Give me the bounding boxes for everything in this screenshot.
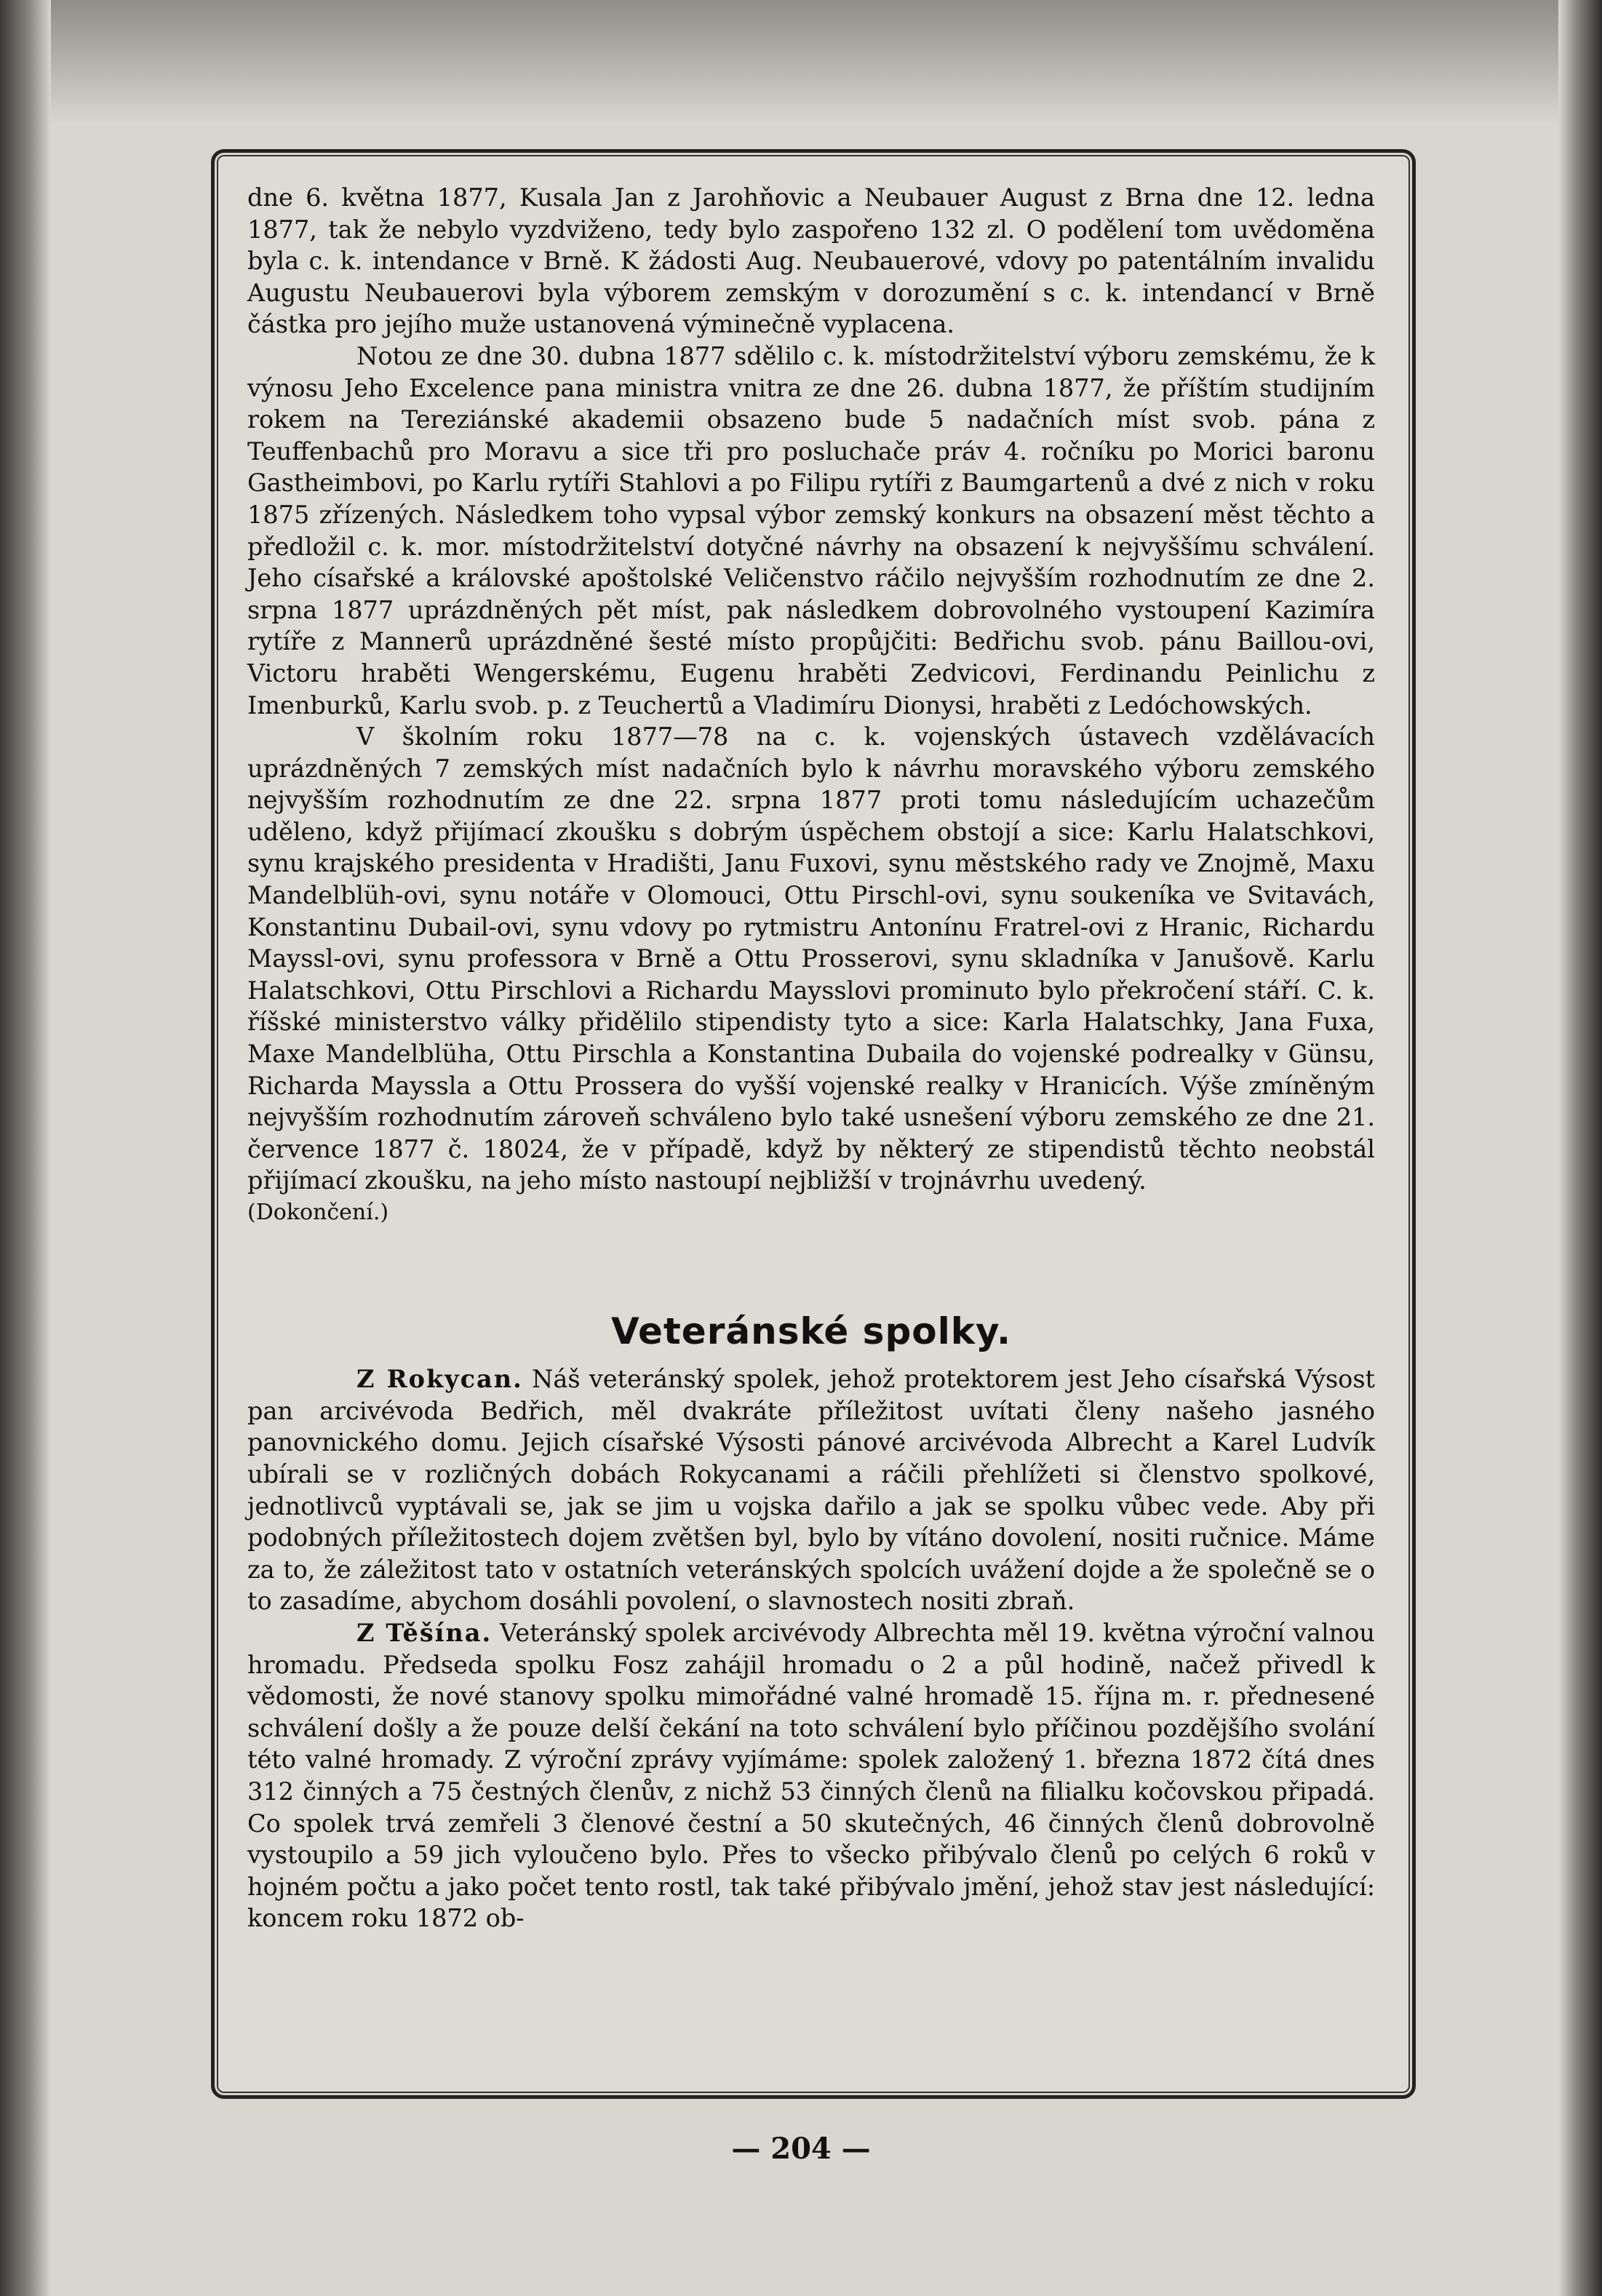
closing-note: (Dokončení.) [247,1200,389,1225]
place-name: Z Těšína. [356,1618,493,1647]
scan-edge-top [0,0,1602,124]
scan-edge-right [1558,0,1602,2296]
paragraph-text: Veteránský spolek arcivévody Albrechta měl 19. května výroční valnou hromadu. Předseda spolku Fosz zahájil hromadu o 2 a půl hodině, načež přivedl k vědomosti, že nové stanovy spolku mimořádné valné hromadě 15. října m. r. přednesené schválení došly a že pouze delší čekání na toto schválení bylo příčinou pozdějšího svolání této valné hromady. Z výroční zprávy vyjímáme: spolek založený 1. března 1872 čítá dnes 312 činných a 75 čestných členův, z nichž 53 činných členů na filialku kočovskou připadá. Co spolek trvá zemřeli 3 členové čestní a 50 skutečných, 46 činných členů dobrovolně vystoupilo a 59 jich vyloučeno bylo. Přes to všecko přibývalo členů po celých 6 roků v hojném počtu a jako počet tento rostl, tak také přibývalo jmění, jehož stav jest následující: koncem roku 1872 ob- [247,1618,1375,1933]
paragraph-tesin [247,1617,1375,1934]
paragraph-rokycany [247,1363,1375,1617]
page-content [247,182,1375,1934]
scan-edge-left [0,0,51,2296]
paragraph-text: Náš veteránský spolek, jehož protektorem jest Jeho císařská Výsost pan arcivévoda Bedřich, měl dvakráte příležitost uvítati členy našeho jasného panovnického domu. Jejich císařské Výsosti pánové arcivévoda Albrecht a Karel Ludvík ubírali se v rozličných dobách Rokycanami a ráčili přehlížeti si členstvo spolkové, jednotlivců vyptávali se, jak se jim u vojska dařilo a jak se spolku vůbec vede. Aby při podobných příležitostech dojem zvětšen byl, bylo by vítáno dovolení, nositi ručnice. Máme za to, že záležitost tato v ostatních veteránských spolcích uvážení dojde a že společně se o to zasadíme, abychom dosáhli povolení, o slavnostech nositi zbraň. [247,1365,1375,1616]
page-number: — 204 — [731,2132,871,2166]
paragraph-theresian-academy: Notou ze dne 30. dubna 1877 sdělilo c. k. místodržitelství výboru zemskému, že k výnosu Jeho Excelence pana ministra vnitra ze dne 26. dubna 1877, že příštím studijním rokem na Tereziánské akademii obsazeno bude 5 nadačních míst svob. pána z Teuffenbachů pro Moravu a sice tři pro posluchače práv 4. ročníku po Morici baronu Gastheimbovi, po Karlu rytíři Stahlovi a po Filipu rytíři z Baumgartenů a dvé z nich v roku 1875 zřízených. Následkem toho vypsal výbor zemský konkurs na obsazení měst těchto a předložil c. k. mor. místodržitelství dotyčné návrhy na obsazení k nejvyššímu schválení. Jeho císařské a královské apoštolské Veličenstvo ráčilo nejvyšším rozhodnutím ze dne 2. srpna 1877 uprázdněných pět míst, pak následkem dobrovolného vystoupení Kazimíra rytíře z Mannerů uprázdněné šesté místo propůjčiti: Bedřichu svob. pánu Baillou-ovi, Victoru hraběti Wengerskému, Eugenu hraběti Zedvicovi, Ferdinandu Peinlichu z Imenburků, Karlu svob. p. z Teuchertů a Vladimíru Dionysi, hraběti z Ledóchowských. [247,341,1375,720]
place-name: Z Rokycan. [356,1365,523,1394]
section-heading: Veteránské spolky. [611,1310,1011,1352]
paragraph-military-institutes: V školním roku 1877—78 na c. k. vojenských ústavech vzdělávacích uprázdněných 7 zemských míst nadačních bylo k návrhu moravského výboru zemského nejvyšším rozhodnutím ze dne 22. srpna 1877 proti tomu následujícím uchazečům uděleno, když přijímací zkoušku s dobrým úspěchem obstojí a sice: Karlu Halatschkovi, synu krajského presidenta v Hradišti, Janu Fuxovi, synu městského rady ve Znojmě, Maxu Mandelblüh-ovi, synu notáře v Olomouci, Ottu Pirschl-ovi, synu soukeníka ve Svitavách, Konstantinu Dubail-ovi, synu vdovy po rytmistru Antonínu Fratrel-ovi z Hranic, Richardu Mayssl-ovi, synu professora v Brně a Ottu Prosserovi, synu skladníka v Janušově. Karlu Halatschkovi, Ottu Pirschlovi a Richardu Maysslovi prominuto bylo překročení stáří. C. k. říšské ministerstvo války přidělilo stipendisty tyto a sice: Karla Halatschky, Jana Fuxa, Maxe Mandelblüha, Ottu Pirschla a Konstantina Dubaila do vojenské podrealky v Günsu, Richarda Mayssla a Ottu Prossera do vyšší vojenské realky v Hranicích. Výše zmíněným nejvyšším rozhodnutím zároveň schváleno bylo také usnešení výboru zemského ze dne 21. července 1877 č. 18024, že v případě, když by některý ze stipendistů těchto neobstál přijímací zkoušku, na jeho místo nastoupí nejbližší v trojnávrhu uvedený. [247,722,1375,1195]
paragraph-intendance: dne 6. května 1877, Kusala Jan z Jarohňovic a Neubauer August z Brna dne 12. ledna 1877, tak že nebylo vyzdviženo, tedy bylo zaspořeno 132 zl. O podělení tom uvědoměna byla c. k. intendance v Brně. K žádosti Aug. Neubauerové, vdovy po patentálním invalidu Augustu Neubauerovi byla výborem zemským v dorozumění s c. k. intendancí v Brně částka pro jejího muže ustanovená výminečně vyplacena. [247,183,1375,339]
